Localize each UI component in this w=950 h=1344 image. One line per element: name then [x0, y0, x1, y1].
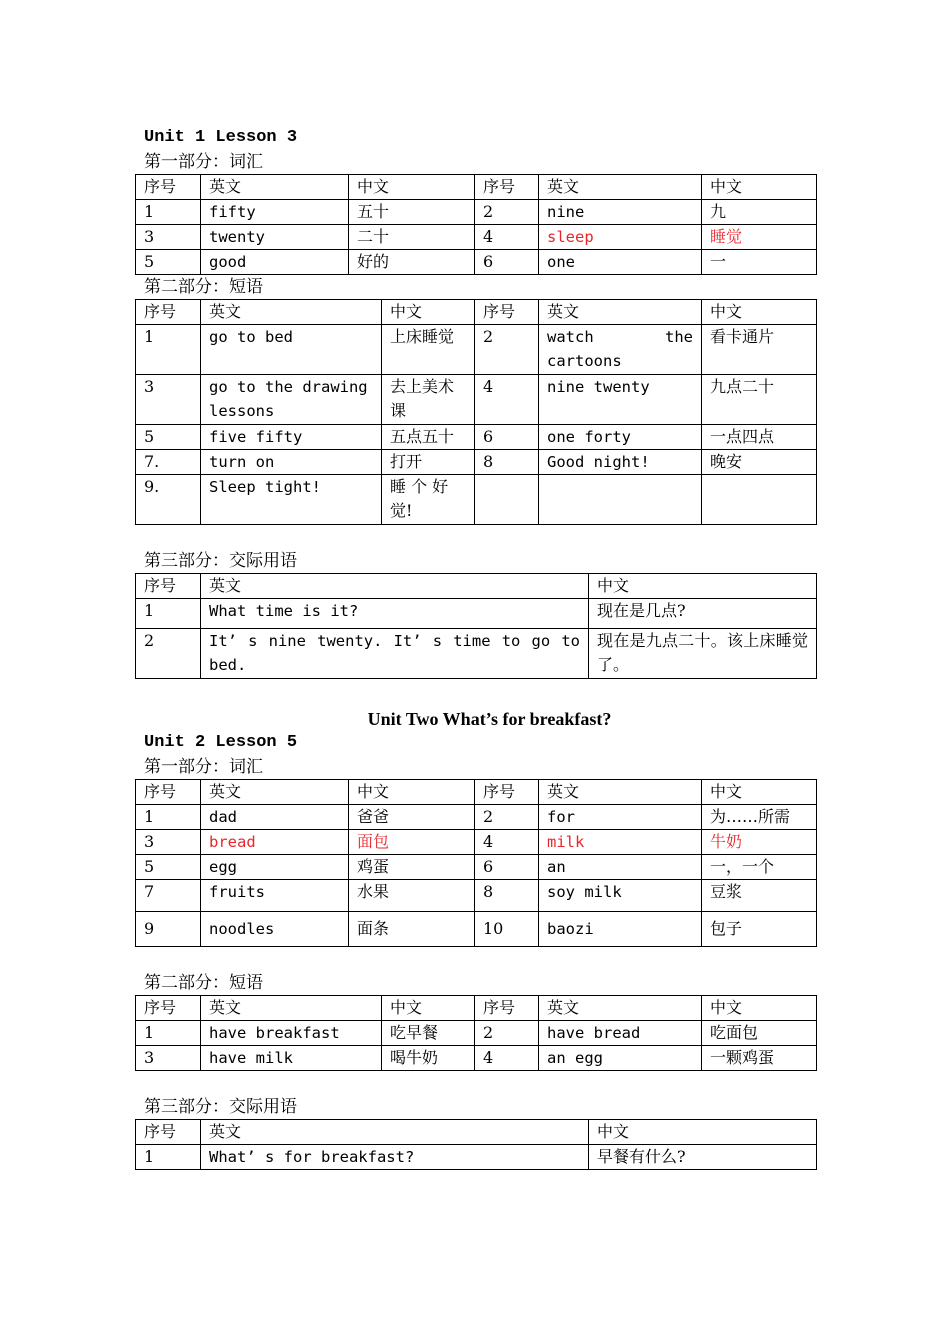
cell-number: 9. — [136, 475, 201, 525]
header-cell: 序号 — [136, 1120, 201, 1145]
cell-english-highlight: bread — [201, 830, 349, 855]
spacer — [135, 947, 816, 971]
cell-number: 3 — [136, 375, 201, 425]
table-row — [136, 225, 817, 250]
dialog-table — [135, 1119, 817, 1170]
header-cell: 中文 — [589, 574, 817, 599]
cell-english: dad — [201, 805, 349, 830]
cell-english: five fifty — [201, 425, 382, 450]
header-cell: 英文 — [201, 175, 349, 200]
cell-number: 6 — [475, 855, 539, 880]
cell-chinese: 九点二十 — [702, 375, 817, 425]
table-row — [136, 1046, 817, 1071]
header-cell: 中文 — [382, 996, 475, 1021]
cell-number: 1 — [136, 599, 201, 629]
header-cell: 中文 — [702, 300, 817, 325]
cell-chinese — [702, 475, 817, 525]
section-title-dialog: 第三部分：交际用语 — [144, 551, 297, 571]
cell-number: 1 — [136, 200, 201, 225]
header-cell: 英文 — [201, 996, 382, 1021]
cell-chinese: 去上美术课 — [382, 375, 475, 425]
table-row — [136, 805, 817, 830]
cell-number: 8 — [475, 880, 539, 912]
cell-chinese: 一，一个 — [702, 855, 817, 880]
cell-english: one forty — [539, 425, 702, 450]
cell-number: 1 — [136, 1021, 201, 1046]
cell-chinese: 一点四点 — [702, 425, 817, 450]
header-cell: 序号 — [136, 780, 201, 805]
header-cell: 英文 — [201, 780, 349, 805]
table-row — [136, 912, 817, 947]
cell-english: Good night! — [539, 450, 702, 475]
vocabulary-table — [135, 779, 817, 947]
header-cell: 中文 — [589, 1120, 817, 1145]
cell-chinese: 上床睡觉 — [382, 325, 475, 375]
cell-number: 1 — [136, 1145, 201, 1170]
table-row — [136, 375, 817, 425]
cell-english: noodles — [201, 912, 349, 947]
cell-english-highlight: milk — [539, 830, 702, 855]
table-row — [136, 855, 817, 880]
table-header-row — [136, 1120, 817, 1145]
table-header-row — [136, 574, 817, 599]
cell-english: baozi — [539, 912, 702, 947]
cell-number: 4 — [475, 830, 539, 855]
cell-english: go to the drawing lessons — [201, 375, 382, 425]
cell-chinese: 二十 — [349, 225, 475, 250]
cell-number: 2 — [475, 200, 539, 225]
cell-english: twenty — [201, 225, 349, 250]
cell-number: 8 — [475, 450, 539, 475]
cell-english: an egg — [539, 1046, 702, 1071]
cell-chinese: 吃早餐 — [382, 1021, 475, 1046]
cell-english-highlight: sleep — [539, 225, 702, 250]
header-cell: 英文 — [539, 780, 702, 805]
header-cell: 序号 — [475, 300, 539, 325]
cell-english: go to bed — [201, 325, 382, 375]
header-cell: 英文 — [539, 175, 702, 200]
cell-chinese: 豆浆 — [702, 880, 817, 912]
header-cell: 英文 — [201, 1120, 589, 1145]
cell-chinese: 一颗鸡蛋 — [702, 1046, 817, 1071]
phrases-table — [135, 995, 817, 1071]
table-row — [136, 200, 817, 225]
cell-chinese: 五十 — [349, 200, 475, 225]
table-row — [136, 599, 817, 629]
table-row — [136, 325, 817, 375]
cell-english: It’ s nine twenty. It’ s time to go to bed. — [201, 629, 589, 679]
cell-chinese: 为……所需 — [702, 805, 817, 830]
cell-number: 4 — [475, 1046, 539, 1071]
cell-english: fruits — [201, 880, 349, 912]
cell-english: have bread — [539, 1021, 702, 1046]
spacer — [135, 525, 816, 549]
cell-english: nine — [539, 200, 702, 225]
cell-chinese: 喝牛奶 — [382, 1046, 475, 1071]
spacer — [135, 1071, 816, 1095]
table-row — [136, 450, 817, 475]
cell-english: watch the cartoons — [539, 325, 702, 375]
table-row — [136, 250, 817, 275]
cell-english: What time is it? — [201, 599, 589, 629]
table-header-row — [136, 300, 817, 325]
cell-number: 2 — [136, 629, 201, 679]
cell-chinese: 吃面包 — [702, 1021, 817, 1046]
header-cell: 序号 — [475, 996, 539, 1021]
header-cell: 中文 — [702, 996, 817, 1021]
cell-chinese: 九 — [702, 200, 817, 225]
cell-number: 3 — [136, 830, 201, 855]
table-header-row — [136, 996, 817, 1021]
header-cell: 序号 — [136, 574, 201, 599]
lesson-title: Unit 2 Lesson 5 — [144, 733, 298, 752]
document-page — [135, 126, 816, 1170]
cell-chinese: 睡 个 好 觉! — [382, 475, 475, 525]
cell-english: Sleep tight! — [201, 475, 382, 525]
cell-english: What’ s for breakfast? — [201, 1145, 589, 1170]
cell-number: 5 — [136, 250, 201, 275]
cell-number: 9 — [136, 912, 201, 947]
cell-number: 1 — [136, 325, 201, 375]
table-row — [136, 830, 817, 855]
header-cell: 序号 — [136, 175, 201, 200]
cell-english: egg — [201, 855, 349, 880]
lesson-title: Unit 1 Lesson 3 — [144, 128, 298, 147]
cell-chinese: 水果 — [349, 880, 475, 912]
cell-chinese: 好的 — [349, 250, 475, 275]
cell-english: turn on — [201, 450, 382, 475]
vocabulary-table — [135, 174, 817, 275]
cell-chinese: 五点五十 — [382, 425, 475, 450]
cell-number: 7. — [136, 450, 201, 475]
table-row — [136, 1021, 817, 1046]
cell-number: 10 — [475, 912, 539, 947]
cell-english: fifty — [201, 200, 349, 225]
cell-english: have milk — [201, 1046, 382, 1071]
table-header-row — [136, 175, 817, 200]
cell-number: 5 — [136, 855, 201, 880]
cell-number: 2 — [475, 1021, 539, 1046]
header-cell: 英文 — [201, 574, 589, 599]
cell-chinese: 鸡蛋 — [349, 855, 475, 880]
section-title-phrases: 第二部分：短语 — [144, 277, 263, 297]
cell-number — [475, 475, 539, 525]
cell-chinese: 早餐有什么? — [589, 1145, 817, 1170]
cell-chinese-highlight: 面包 — [349, 830, 475, 855]
header-cell: 序号 — [136, 300, 201, 325]
header-cell: 序号 — [136, 996, 201, 1021]
header-cell: 中文 — [702, 780, 817, 805]
section-title-dialog: 第三部分：交际用语 — [144, 1097, 297, 1117]
cell-chinese: 晚安 — [702, 450, 817, 475]
section-title-vocabulary: 第一部分：词汇 — [144, 152, 263, 172]
cell-number: 6 — [475, 250, 539, 275]
header-cell: 中文 — [349, 175, 475, 200]
unit-heading: Unit Two What’s for breakfast? — [367, 709, 612, 729]
table-row — [136, 475, 817, 525]
cell-number: 5 — [136, 425, 201, 450]
cell-number: 3 — [136, 225, 201, 250]
cell-number: 2 — [475, 805, 539, 830]
table-row — [136, 880, 817, 912]
phrases-table — [135, 299, 817, 525]
table-row — [136, 425, 817, 450]
cell-number: 3 — [136, 1046, 201, 1071]
cell-chinese-highlight: 睡觉 — [702, 225, 817, 250]
cell-number: 1 — [136, 805, 201, 830]
table-row — [136, 1145, 817, 1170]
cell-chinese-highlight: 牛奶 — [702, 830, 817, 855]
cell-chinese: 包子 — [702, 912, 817, 947]
cell-number: 4 — [475, 225, 539, 250]
cell-english: one — [539, 250, 702, 275]
header-cell: 英文 — [539, 996, 702, 1021]
cell-chinese: 现在是九点二十。该上床睡觉了。 — [589, 629, 817, 679]
cell-chinese: 打开 — [382, 450, 475, 475]
cell-chinese: 面条 — [349, 912, 475, 947]
header-cell: 中文 — [702, 175, 817, 200]
table-row — [136, 629, 817, 679]
header-cell: 序号 — [475, 780, 539, 805]
section-title-phrases: 第二部分：短语 — [144, 973, 263, 993]
dialog-table — [135, 573, 817, 679]
cell-chinese: 一 — [702, 250, 817, 275]
cell-english: an — [539, 855, 702, 880]
cell-chinese: 看卡通片 — [702, 325, 817, 375]
header-cell: 英文 — [539, 300, 702, 325]
cell-number: 7 — [136, 880, 201, 912]
cell-number: 2 — [475, 325, 539, 375]
cell-english — [539, 475, 702, 525]
section-title-vocabulary: 第一部分：词汇 — [144, 757, 263, 777]
cell-number: 6 — [475, 425, 539, 450]
cell-english: good — [201, 250, 349, 275]
table-header-row — [136, 780, 817, 805]
header-cell: 中文 — [382, 300, 475, 325]
header-cell: 中文 — [349, 780, 475, 805]
header-cell: 英文 — [201, 300, 382, 325]
cell-english: have breakfast — [201, 1021, 382, 1046]
cell-chinese: 现在是几点? — [589, 599, 817, 629]
cell-chinese: 爸爸 — [349, 805, 475, 830]
cell-english: nine twenty — [539, 375, 702, 425]
cell-english: for — [539, 805, 702, 830]
cell-number: 4 — [475, 375, 539, 425]
cell-english: soy milk — [539, 880, 702, 912]
header-cell: 序号 — [475, 175, 539, 200]
